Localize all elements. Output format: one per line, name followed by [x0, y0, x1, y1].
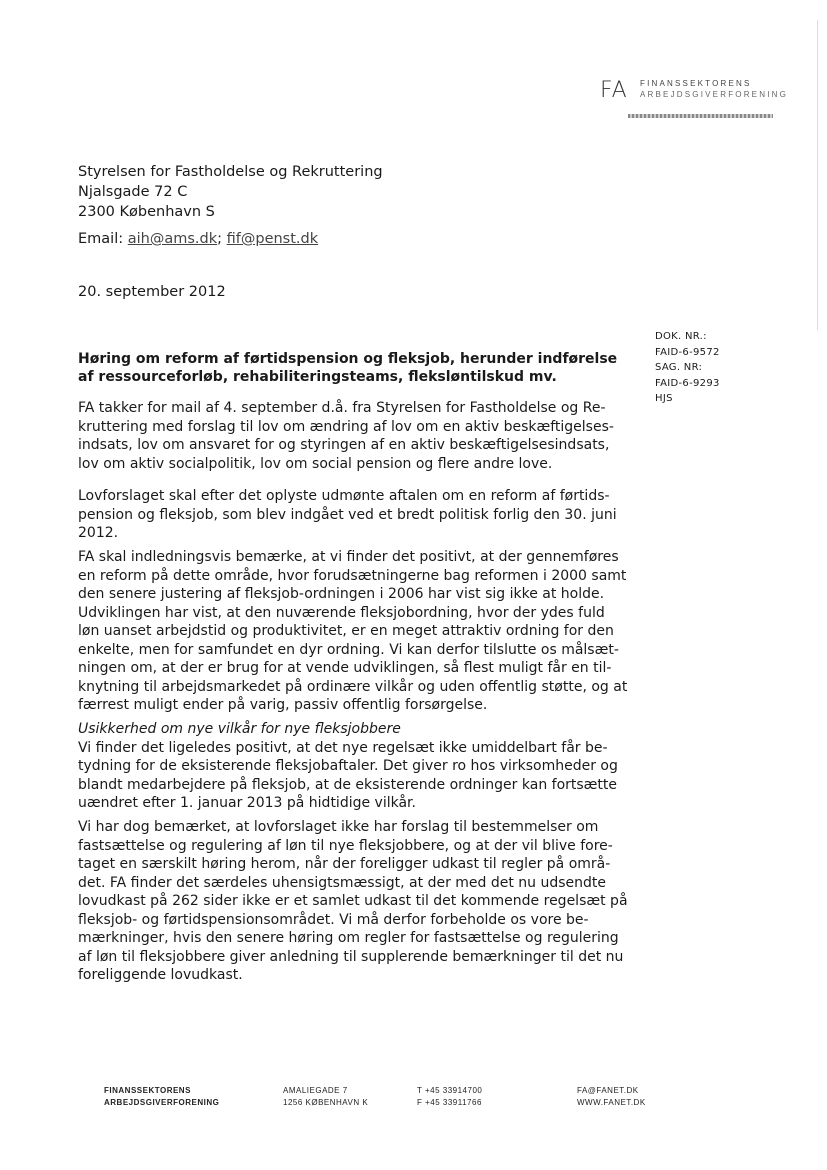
text-line: taget en særskilt høring herom, når der foreligger udkast til regler på områ- [78, 856, 611, 872]
footer-organization [104, 1085, 219, 1109]
footer-web[interactable]: WWW.FANET.DK [577, 1098, 646, 1107]
recipient-street: Njalsgade 72 C [78, 184, 188, 200]
text-line: Vi har dog bemærket, at lovforslaget ikke har forslag til bestemmelser om [78, 819, 599, 835]
footer-contact [577, 1085, 646, 1109]
sag-label: SAG. NR: [655, 362, 703, 373]
text-line: foreliggende lovudkast. [78, 967, 243, 983]
logo-text-line2: ARBEJDSGIVERFORENING [640, 90, 789, 99]
text-line: FA takker for mail af 4. september d.å. fra Styrelsen for Fastholdelse og Re- [78, 400, 606, 416]
logo-underline [628, 114, 773, 118]
subject-line: Høring om reform af førtidspension og fleksjob, herunder indførelse [78, 351, 618, 367]
subject-heading [78, 350, 638, 386]
text-line: pension og fleksjob, som blev indgået ved et bredt politisk forlig den 30. juni [78, 506, 617, 523]
footer-address [283, 1085, 368, 1109]
footer-org-line2: ARBEJDSGIVERFORENING [104, 1098, 220, 1107]
text-line: den senere justering af fleksjob-ordningen i 2006 har vist sig ikke at holde. [78, 586, 605, 602]
logo-mark: FA [600, 78, 628, 103]
dok-label: DOK. NR.: [655, 331, 707, 342]
letter-date: 20. september 2012 [78, 284, 226, 300]
text-line: fastsættelse og regulering af løn til nye fleksjobbere, og at der vil blive fore- [78, 837, 613, 854]
text-line: 2012. [78, 525, 119, 541]
section-heading: Usikkerhed om nye vilkår for nye fleksjobbere [78, 721, 401, 737]
text-line: lovudkast på 262 sider ikke er et samlet udkast til det kommende regelsæt på [78, 893, 628, 909]
email-separator: ; [217, 231, 227, 247]
text-line: indsats, lov om ansvaret for og styringen af en aktiv beskæftigelsesindsats, [78, 437, 610, 453]
recipient-city: 2300 København S [78, 204, 215, 220]
paragraph-2 [78, 487, 617, 543]
text-line: færrest muligt ender på varig, passiv offentlig forsørgelse. [78, 697, 488, 713]
footer-street: AMALIEGADE 7 [283, 1086, 348, 1095]
initials: HJS [655, 393, 673, 404]
recipient-address [78, 162, 383, 222]
footer-org-line1: FINANSSEKTORENS [104, 1086, 191, 1095]
footer-phone-block [417, 1085, 482, 1109]
dok-value: FAID-6-9572 [655, 346, 720, 358]
footer-phone: T +45 33914700 [417, 1086, 483, 1095]
subject-line: af ressourceforløb, rehabiliteringsteams, fleksløntilskud mv. [78, 369, 557, 385]
text-line: kruttering med forslag til lov om ændring af lov om en aktiv beskæftigelses- [78, 418, 614, 435]
text-line: lov om aktiv socialpolitik, lov om social pension og flere andre love. [78, 455, 553, 472]
email-line [78, 231, 318, 247]
text-line: ningen om, at der er brug for at vende udviklingen, så flest muligt får en til- [78, 660, 612, 676]
text-line: mærkninger, hvis den senere høring om regler for fastsættelse og regulering [78, 930, 619, 946]
email-link-1[interactable]: aih@ams.dk [127, 231, 218, 247]
text-line: det. FA finder det særdeles uhensigtsmæssigt, at der med det nu udsendte [78, 874, 607, 891]
footer-mail[interactable]: FA@FANET.DK [577, 1086, 639, 1095]
paragraph-5 [78, 818, 628, 985]
fa-logo [600, 76, 789, 126]
scan-edge-line [817, 20, 818, 330]
sag-value: FAID-6-9293 [655, 377, 720, 389]
recipient-name: Styrelsen for Fastholdelse og Rekruttering [78, 164, 383, 180]
text-line: Vi finder det ligeledes positivt, at det nye regelsæt ikke umiddelbart får be- [78, 739, 608, 756]
email-label: Email: [78, 231, 128, 247]
footer-fax: F +45 33911766 [417, 1098, 482, 1107]
text-line: Udviklingen har vist, at den nuværende fleksjobordning, hvor der ydes fuld [78, 604, 605, 621]
email-link-2[interactable]: fif@penst.dk [226, 231, 319, 247]
text-line: en reform på dette område, hvor forudsætningerne bag reformen i 2000 samt [78, 567, 627, 584]
text-line: fleksjob- og førtidspensionsområdet. Vi må derfor forbeholde os vore be- [78, 911, 589, 928]
text-line: uændret efter 1. januar 2013 på hidtidige vilkår. [78, 795, 416, 811]
text-line: FA skal indledningsvis bemærke, at vi finder det positivt, at der gennemføres [78, 549, 619, 565]
text-line: af løn til fleksjobbere giver anledning til supplerende bemærkninger til det nu [78, 948, 624, 965]
text-line: tydning for de eksisterende fleksjobaftaler. Det giver ro hos virksomheder og [78, 758, 618, 774]
reference-block [655, 329, 720, 407]
text-line: blandt medarbejdere på fleksjob, at de eksisterende ordninger kan fortsætte [78, 776, 618, 793]
text-line: knytning til arbejdsmarkedet på ordinære vilkår og uden offentlig støtte, og at [78, 678, 628, 695]
footer-city: 1256 KØBENHAVN K [283, 1098, 369, 1107]
text-line: Lovforslaget skal efter det oplyste udmønte aftalen om en reform af førtids- [78, 488, 610, 504]
text-line: enkelte, men for samfundet en dyr ordning. Vi kan derfor tilslutte os målsæt- [78, 641, 619, 658]
paragraph-4 [78, 720, 618, 813]
logo-text-line1: FINANSSEKTORENS [640, 79, 752, 88]
text-line: løn uanset arbejdstid og produktivitet, er en meget attraktiv ordning for den [78, 623, 614, 639]
paragraph-1 [78, 399, 614, 473]
paragraph-3 [78, 548, 627, 715]
